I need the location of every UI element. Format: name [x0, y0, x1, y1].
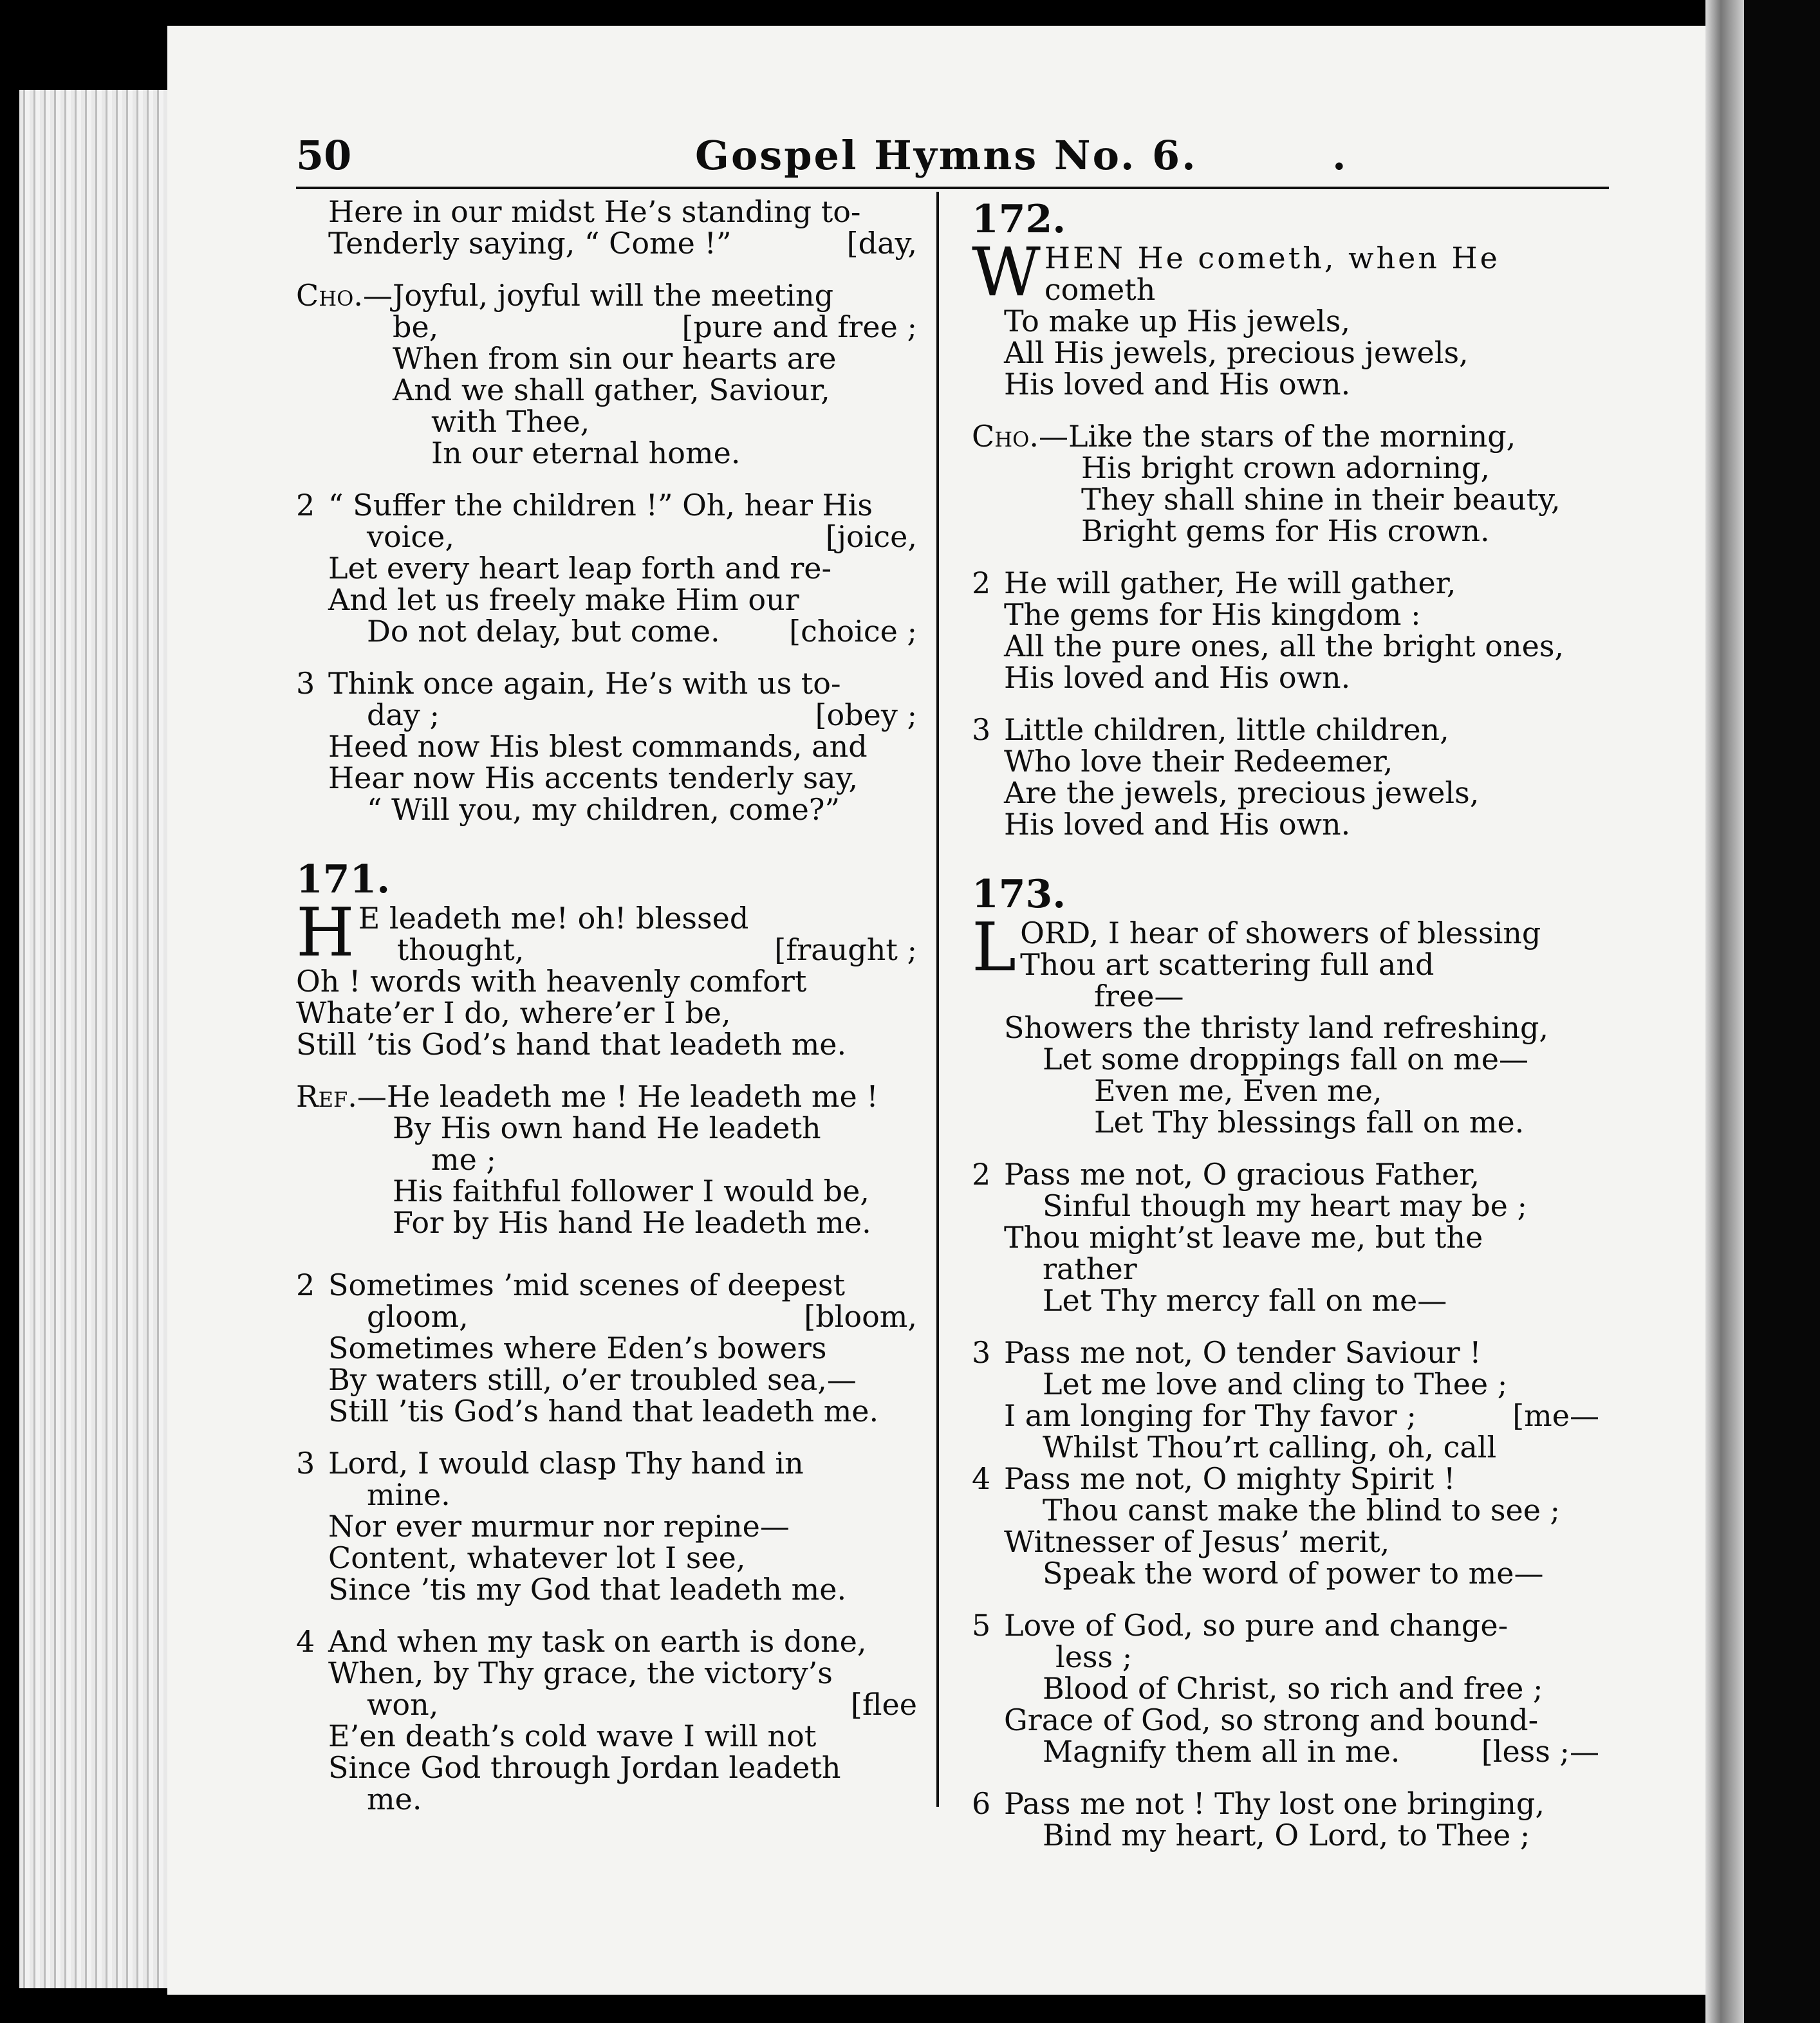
verse-line: rather [1043, 1252, 1137, 1286]
verse-line: Nor ever murmur nor repine— [328, 1509, 790, 1544]
verse-line: E’en death’s cold wave I will not [328, 1719, 817, 1753]
verse-line: 6 Pass me not ! Thy lost one bringing, [972, 1786, 1545, 1821]
drop-cap: W [972, 233, 1041, 311]
chorus-line: Bright gems for His crown. [1081, 513, 1490, 548]
drop-cap: H [296, 893, 355, 972]
scan-border [1744, 0, 1820, 2023]
verse-line: Hear now His accents tenderly say, [328, 761, 859, 795]
verse-line: me. [367, 1782, 422, 1816]
verse-line: The gems for His kingdom : [1004, 597, 1421, 632]
chorus-line: In our eternal home. [431, 436, 741, 470]
left-column [296, 196, 917, 1815]
hymn-number: 172. [972, 197, 1066, 242]
verse-line: Blood of Christ, so rich and free ; [1043, 1671, 1543, 1706]
header-rule [296, 187, 1609, 189]
verse-line: Are the jewels, precious jewels, [1004, 775, 1480, 810]
verse-line: 2 Pass me not, O gracious Father, [972, 1157, 1480, 1192]
verse-line: By waters still, o’er troubled sea,— [328, 1362, 857, 1397]
chorus-line: Cho.—Joyful, joyful will the meeting [296, 278, 834, 313]
verse-line: Grace of God, so strong and bound- [1004, 1703, 1539, 1737]
chorus-line: with Thee, [431, 404, 590, 439]
page-edges [19, 90, 187, 1988]
hymn-number: 173. [972, 872, 1066, 917]
verse-line: 3 Think once again, He’s with us to- [296, 666, 841, 701]
verse-line: Sometimes where Eden’s bowers [328, 1331, 827, 1365]
book-binding [1705, 0, 1744, 2023]
verse-line: “ Will you, my children, come?” [367, 792, 840, 827]
hymn-first-verse: W HEN He cometh, when He cometh To make up His jewels, All His jewels, precious jewels, His loved and His own. [972, 233, 1500, 402]
verse-line: I am longing for Thy favor ; [me— [1004, 1398, 1599, 1433]
running-title: Gospel Hymns No. 6. [695, 132, 1198, 179]
column-rule [936, 192, 939, 1807]
verse-line: 4 And when my task on earth is done, [296, 1624, 867, 1659]
verse-line: Since God through Jordan leadeth [328, 1750, 841, 1785]
right-column [972, 196, 1599, 1851]
verse-line: gloom, [bloom, [367, 1299, 917, 1334]
verse-line: Speak the word of power to me— [1043, 1556, 1544, 1591]
verse-line: 2 He will gather, He will gather, [972, 566, 1456, 600]
verse-line: voice, [joice, [367, 519, 917, 554]
refrain-line: By His own hand He leadeth [393, 1111, 821, 1145]
verse-line: 2 “ Suffer the children !” Oh, hear His [296, 488, 873, 522]
verse-line: Content, whatever lot I see, [328, 1540, 746, 1575]
verse-line: Tenderly saying, “ Come !” [day, [328, 226, 917, 261]
verse-line: Since ’tis my God that leadeth me. [328, 1572, 847, 1607]
hymn-first-verse: H E leadeth me! oh! blessed thought, [fraught ; Oh ! words with heavenly comfort Whate’er I do, where’er I be, Still ’tis God’s hand that leadeth me. [296, 893, 917, 1062]
page-header [296, 132, 1615, 183]
chorus-line: Cho.—Like the stars of the morning, [972, 419, 1516, 454]
verse-line: 3 Pass me not, O tender Saviour ! [972, 1335, 1481, 1370]
verse-line: Thou might’st leave me, but the [1004, 1220, 1483, 1255]
chorus-line: When from sin our hearts are [393, 341, 837, 376]
verse-line: less ; [1055, 1640, 1133, 1674]
verse-line: Let Thy mercy fall on me— [1043, 1283, 1447, 1318]
refrain-line: Ref.—He leadeth me ! He leadeth me ! [296, 1079, 878, 1114]
page-number: 50 [296, 132, 352, 179]
verse-line: mine. [367, 1477, 450, 1512]
verse-line: Who love their Redeemer, [1004, 744, 1393, 779]
verse-line: Let every heart leap forth and re- [328, 551, 832, 586]
verse-line: Let me love and cling to Thee ; [1043, 1367, 1508, 1401]
refrain-line: His faithful follower I would be, [393, 1174, 869, 1208]
chorus-line: His bright crown adorning, [1081, 450, 1490, 485]
verse-line: Witnesser of Jesus’ merit, [1004, 1524, 1390, 1559]
verse-line: Thou canst make the blind to see ; [1043, 1493, 1561, 1528]
verse-line: Still ’tis God’s hand that leadeth me. [328, 1394, 879, 1428]
verse-line: won, [flee [367, 1687, 917, 1722]
refrain-label: Ref. [296, 1079, 357, 1114]
verse-line: Magnify them all in me. [less ;— [1043, 1734, 1599, 1769]
verse-line: When, by Thy grace, the victory’s [328, 1656, 833, 1690]
hymn-first-verse: L ORD, I hear of showers of blessing Thou art scattering full and free— Showers the thristy land refreshing, Let some droppings fall on me— Even me, Even me, Let Thy blessings fall on me. [972, 908, 1549, 1140]
verse-line: Here in our midst He’s standing to- [328, 194, 861, 229]
chorus-label: Cho. [296, 278, 363, 313]
drop-cap: L [972, 908, 1017, 986]
verse-line: 5 Love of God, so pure and change- [972, 1608, 1509, 1643]
verse-line: 4 Pass me not, O mighty Spirit ! [972, 1461, 1456, 1496]
verse-line: 3 Little children, little children, [972, 712, 1449, 747]
verse-line: day ; [obey ; [367, 697, 917, 732]
verse-line: All the pure ones, all the bright ones, [1004, 629, 1565, 663]
verse-line: 3 Lord, I would clasp Thy hand in [296, 1446, 804, 1481]
header-dot: . [1332, 132, 1346, 179]
verse-line: 2 Sometimes ’mid scenes of deepest [296, 1268, 846, 1302]
verse-line: Heed now His blest commands, and [328, 729, 868, 764]
verse-line: Sinful though my heart may be ; [1043, 1188, 1528, 1223]
hymn-number: 171. [296, 857, 391, 902]
verse-line: Do not delay, but come. [choice ; [367, 614, 917, 649]
chorus-line: be, [pure and free ; [393, 309, 917, 344]
chorus-line: And we shall gather, Saviour, [393, 373, 830, 407]
verse-line: And let us freely make Him our [328, 582, 799, 617]
chorus-line: They shall shine in their beauty, [1081, 482, 1561, 517]
chorus-label: Cho. [972, 419, 1039, 454]
refrain-line: For by His hand He leadeth me. [393, 1205, 871, 1240]
refrain-line: me ; [431, 1142, 496, 1177]
verse-line: Bind my heart, O Lord, to Thee ; [1043, 1818, 1530, 1852]
verse-line: His loved and His own. [1004, 660, 1351, 695]
verse-line: Whilst Thou’rt calling, oh, call [1043, 1430, 1497, 1464]
verse-line: His loved and His own. [1004, 807, 1351, 842]
